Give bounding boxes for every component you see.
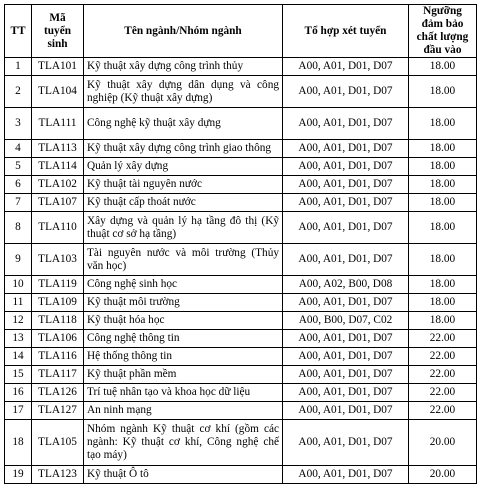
cell-tt: 5 xyxy=(5,158,32,176)
table-row xyxy=(5,330,477,348)
cell-tt: 10 xyxy=(5,276,32,294)
cell-name: Kỹ thuật hóa học xyxy=(84,312,283,330)
cell-score: 18.00 xyxy=(409,58,477,76)
cell-combo: A00, A01, D01, D07 xyxy=(283,348,409,366)
cell-score: 22.00 xyxy=(409,384,477,402)
cell-tt: 1 xyxy=(5,58,32,76)
cell-tt: 9 xyxy=(5,244,32,276)
cell-tt: 6 xyxy=(5,176,32,194)
cell-tt: 7 xyxy=(5,194,32,212)
cell-score: 18.00 xyxy=(409,212,477,244)
cell-combo: A00, A01, D01, D07 xyxy=(283,76,409,108)
cell-code: TLA110 xyxy=(32,212,84,244)
table-row xyxy=(5,294,477,312)
cell-score: 18.00 xyxy=(409,176,477,194)
header-row xyxy=(5,5,477,58)
cell-score: 18.00 xyxy=(409,108,477,140)
cell-score: 20.00 xyxy=(409,420,477,466)
cell-code: TLA123 xyxy=(32,466,84,484)
table-row xyxy=(5,212,477,244)
cell-name: Quản lý xây dựng xyxy=(84,158,283,176)
cell-tt: 4 xyxy=(5,140,32,158)
cell-code: TLA113 xyxy=(32,140,84,158)
cell-name: Kỹ thuật xây dựng công trình thủy xyxy=(84,58,283,76)
cell-code: TLA126 xyxy=(32,384,84,402)
cell-score: 18.00 xyxy=(409,294,477,312)
table-row xyxy=(5,276,477,294)
cell-combo: A00, A01, D01, D07 xyxy=(283,402,409,420)
admission-table xyxy=(4,4,477,484)
cell-name: Tài nguyên nước và môi trường (Thủy văn học) xyxy=(84,244,283,276)
header-tt: TT xyxy=(5,5,32,58)
cell-tt: 11 xyxy=(5,294,32,312)
table-row xyxy=(5,158,477,176)
cell-code: TLA101 xyxy=(32,58,84,76)
cell-score: 22.00 xyxy=(409,366,477,384)
cell-combo: A00, A01, D01, D07 xyxy=(283,158,409,176)
cell-code: TLA106 xyxy=(32,330,84,348)
cell-name: Kỹ thuật xây dựng công trình giao thông xyxy=(84,140,283,158)
cell-name: Kỹ thuật Ô tô xyxy=(84,466,283,484)
cell-score: 18.00 xyxy=(409,140,477,158)
cell-combo: A00, A01, D01, D07 xyxy=(283,420,409,466)
cell-score: 18.00 xyxy=(409,276,477,294)
table-row xyxy=(5,108,477,140)
table-row xyxy=(5,366,477,384)
cell-combo: A00, A01, D01, D07 xyxy=(283,294,409,312)
cell-combo: A00, A01, D01, D07 xyxy=(283,58,409,76)
cell-tt: 18 xyxy=(5,420,32,466)
header-score: Ngưỡng đảm bảo chất lượng đầu vào xyxy=(409,5,477,58)
cell-combo: A00, A01, D01, D07 xyxy=(283,194,409,212)
cell-code: TLA127 xyxy=(32,402,84,420)
cell-combo: A00, B00, D07, C02 xyxy=(283,312,409,330)
table-row xyxy=(5,76,477,108)
cell-combo: A00, A01, D01, D07 xyxy=(283,466,409,484)
cell-code: TLA119 xyxy=(32,276,84,294)
cell-score: 22.00 xyxy=(409,348,477,366)
cell-name: Kỹ thuật tài nguyên nước xyxy=(84,176,283,194)
cell-score: 18.00 xyxy=(409,194,477,212)
header-combo: Tổ hợp xét tuyển xyxy=(283,5,409,58)
cell-tt: 12 xyxy=(5,312,32,330)
cell-name: Hệ thống thông tin xyxy=(84,348,283,366)
cell-code: TLA102 xyxy=(32,176,84,194)
cell-tt: 19 xyxy=(5,466,32,484)
cell-name: An ninh mạng xyxy=(84,402,283,420)
cell-name: Kỹ thuật môi trường xyxy=(84,294,283,312)
table-row xyxy=(5,244,477,276)
cell-tt: 17 xyxy=(5,402,32,420)
table-row xyxy=(5,176,477,194)
table-row xyxy=(5,312,477,330)
cell-code: TLA111 xyxy=(32,108,84,140)
cell-tt: 2 xyxy=(5,76,32,108)
cell-code: TLA116 xyxy=(32,348,84,366)
cell-code: TLA105 xyxy=(32,420,84,466)
cell-combo: A00, A01, D01, D07 xyxy=(283,366,409,384)
cell-name: Công nghệ sinh học xyxy=(84,276,283,294)
cell-name: Kỹ thuật phần mềm xyxy=(84,366,283,384)
table-row xyxy=(5,58,477,76)
table-row xyxy=(5,194,477,212)
cell-tt: 8 xyxy=(5,212,32,244)
cell-code: TLA114 xyxy=(32,158,84,176)
cell-combo: A00, A01, D01, D07 xyxy=(283,140,409,158)
cell-code: TLA103 xyxy=(32,244,84,276)
cell-tt: 15 xyxy=(5,366,32,384)
cell-code: TLA117 xyxy=(32,366,84,384)
cell-score: 18.00 xyxy=(409,244,477,276)
cell-name: Trí tuệ nhân tạo và khoa học dữ liệu xyxy=(84,384,283,402)
cell-score: 18.00 xyxy=(409,312,477,330)
table-row xyxy=(5,348,477,366)
cell-tt: 14 xyxy=(5,348,32,366)
table-body xyxy=(5,58,477,484)
cell-name: Nhóm ngành Kỹ thuật cơ khí (gồm các ngành: Kỹ thuật cơ khí, Công nghệ chế tạo máy) xyxy=(84,420,283,466)
cell-tt: 16 xyxy=(5,384,32,402)
cell-score: 18.00 xyxy=(409,76,477,108)
cell-tt: 13 xyxy=(5,330,32,348)
cell-name: Công nghệ thông tin xyxy=(84,330,283,348)
cell-combo: A00, A01, D01, D07 xyxy=(283,244,409,276)
table-row xyxy=(5,384,477,402)
cell-code: TLA109 xyxy=(32,294,84,312)
table-row xyxy=(5,402,477,420)
table-row xyxy=(5,466,477,484)
cell-tt: 3 xyxy=(5,108,32,140)
cell-combo: A00, A01, D01, D07 xyxy=(283,384,409,402)
cell-code: TLA104 xyxy=(32,76,84,108)
table-row xyxy=(5,140,477,158)
cell-name: Xây dựng và quản lý hạ tầng đô thị (Kỹ thuật cơ sở hạ tầng) xyxy=(84,212,283,244)
cell-score: 20.00 xyxy=(409,466,477,484)
cell-code: TLA107 xyxy=(32,194,84,212)
cell-combo: A00, A01, D01, D07 xyxy=(283,330,409,348)
cell-score: 22.00 xyxy=(409,402,477,420)
cell-name: Công nghệ kỹ thuật xây dựng xyxy=(84,108,283,140)
cell-score: 18.00 xyxy=(409,158,477,176)
table-row xyxy=(5,420,477,466)
cell-name: Kỹ thuật xây dựng dân dụng và công nghiệp (Kỹ thuật xây dựng) xyxy=(84,76,283,108)
cell-combo: A00, A02, B00, D08 xyxy=(283,276,409,294)
header-code: Mã tuyển sinh xyxy=(32,5,84,58)
header-name: Tên ngành/Nhóm ngành xyxy=(84,5,283,58)
cell-code: TLA118 xyxy=(32,312,84,330)
cell-name: Kỹ thuật cấp thoát nước xyxy=(84,194,283,212)
cell-combo: A00, A01, D01, D07 xyxy=(283,176,409,194)
cell-score: 22.00 xyxy=(409,330,477,348)
cell-combo: A00, A01, D01, D07 xyxy=(283,108,409,140)
cell-combo: A00, A01, D01, D07 xyxy=(283,212,409,244)
